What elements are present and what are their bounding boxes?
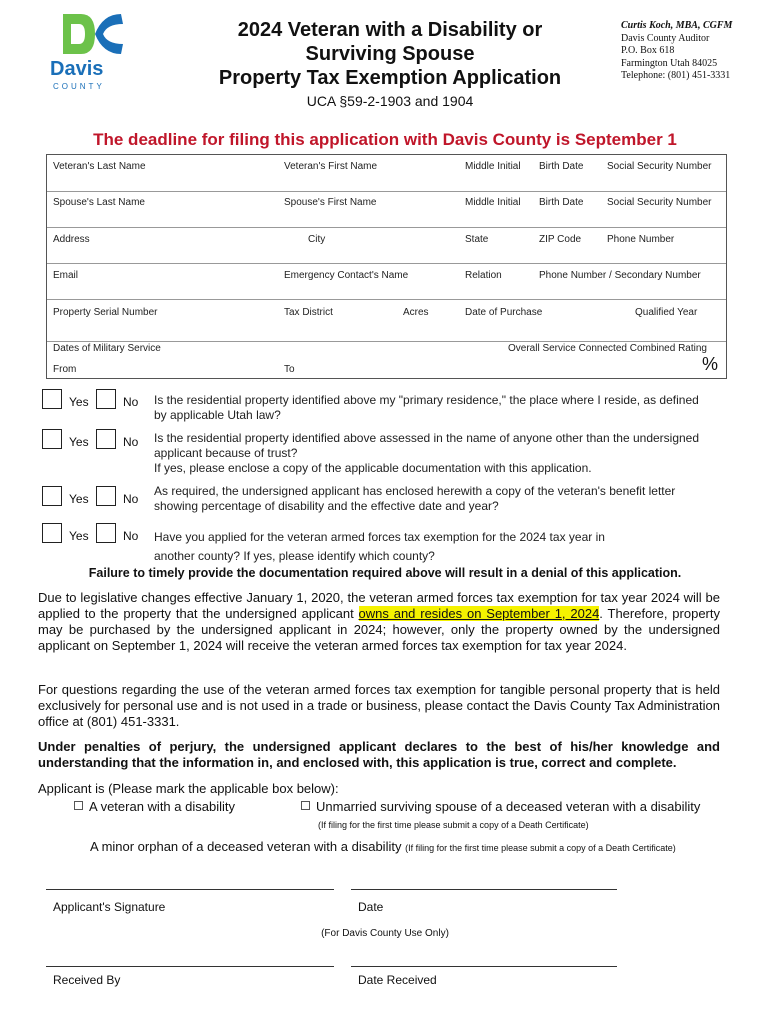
q2-no-checkbox[interactable] [96, 429, 116, 449]
q4-no-label: No [123, 529, 139, 543]
service-rating-label: Overall Service Connected Combined Rating [508, 343, 707, 354]
auditor-box: P.O. Box 618 [621, 45, 675, 56]
davis-county-logo [45, 10, 135, 92]
spouse-death-cert-note: (If filing for the first time please submit a copy of a Death Certificate) [318, 820, 589, 830]
city-field[interactable]: City [308, 234, 326, 245]
auditor-contact [621, 20, 732, 83]
surviving-spouse-checkbox[interactable] [301, 801, 310, 810]
veteran-birth-date-field[interactable]: Birth Date [539, 161, 584, 172]
emergency-contact-field[interactable]: Emergency Contact's Name [284, 270, 409, 281]
spouse-birth-date-field[interactable]: Birth Date [539, 197, 584, 208]
veteran-middle-initial-field[interactable]: Middle Initial [465, 161, 521, 172]
percent-sign: % [702, 354, 719, 374]
question-benefit-letter: As required, the undersigned applicant has enclosed herewith a copy of the veteran's benefit letter showing percentage of disability and the effective date and year? [154, 484, 676, 513]
applicant-info-table [46, 154, 727, 379]
veteran-first-name-field[interactable]: Veteran's First Name [284, 161, 378, 172]
deadline-notice: The deadline for filing this application with Davis County is September 1 [93, 130, 677, 149]
address-field[interactable]: Address [53, 234, 90, 245]
q4-yes-checkbox[interactable] [42, 523, 62, 543]
logo-county: COUNTY [53, 82, 105, 91]
statute-reference: UCA §59-2-1903 and 1904 [306, 93, 474, 109]
perjury-statement: Under penalties of perjury, the undersigned applicant declares to the best of his/her knowledge and understanding that the information in, and enclosed with, this application is true, correct and complete. [38, 739, 720, 770]
option-surviving-spouse[interactable]: Unmarried surviving spouse of a deceased veteran with a disability [301, 799, 700, 814]
question-other-county: Have you applied for the veteran armed forces tax exemption for the 2024 tax year in another county? If yes, please identify which county? [154, 530, 605, 563]
q3-no-label: No [123, 492, 139, 506]
phone-number-field[interactable]: Phone Number [607, 234, 675, 245]
date-of-purchase-field[interactable]: Date of Purchase [465, 307, 543, 318]
date-received-field[interactable]: Date Received [358, 973, 437, 987]
failure-warning: Failure to timely provide the documentation required above will result in a denial of this application. [88, 566, 682, 580]
q3-yes-label: Yes [69, 492, 89, 506]
county-use-only-label: (For Davis County Use Only) [321, 928, 449, 939]
q1-no-checkbox[interactable] [96, 389, 116, 409]
highlighted-date: owns and resides on September 1, 2024 [358, 606, 600, 621]
q4-no-checkbox[interactable] [96, 523, 116, 543]
logo-mark-icon [45, 10, 135, 58]
q1-no-label: No [123, 395, 139, 409]
auditor-name: Curtis Koch, MBA, CGFM [621, 20, 733, 31]
q2-yes-label: Yes [69, 435, 89, 449]
secondary-phone-field[interactable]: Phone Number / Secondary Number [539, 270, 701, 281]
qualified-year-field[interactable]: Qualified Year [635, 307, 698, 318]
applicant-type-intro: Applicant is (Please mark the applicable box below): [38, 781, 339, 796]
military-service-label: Dates of Military Service [53, 343, 161, 354]
service-to-field[interactable]: To [284, 364, 295, 375]
spouse-ssn-field[interactable]: Social Security Number [607, 197, 712, 208]
received-by-field[interactable]: Received By [53, 973, 121, 987]
q1-yes-checkbox[interactable] [42, 389, 62, 409]
title-line-2: Surviving Spouse [305, 43, 475, 65]
service-from-field[interactable]: From [53, 364, 77, 375]
logo-word: Davis [50, 58, 104, 80]
auditor-city: Farmington Utah 84025 [621, 57, 718, 69]
question-trust: Is the residential property identified above assessed in the name of anyone other than the undersigned applicant because of trust? If yes, please enclose a copy of the applicable documentation with this application. [154, 431, 700, 475]
question-primary-residence: Is the residential property identified above my "primary residence," the place where I reside, as defined by applicable Utah law? [154, 393, 699, 422]
option-minor-orphan[interactable]: A minor orphan of a deceased veteran with a disability (If filing for the first time please submit a copy of a Death Certificate) [90, 839, 676, 854]
q2-no-label: No [123, 435, 139, 449]
option-veteran[interactable]: A veteran with a disability [74, 799, 235, 814]
spouse-first-name-field[interactable]: Spouse's First Name [284, 197, 377, 208]
spouse-last-name-field[interactable]: Spouse's Last Name [53, 197, 145, 208]
title-line-1: 2024 Veteran with a Disability or [237, 19, 543, 41]
legislative-changes-paragraph: Due to legislative changes effective January 1, 2020, the veteran armed forces tax exemption for tax year 2024 will be applied to the property that the undersigned applicant owns and resides on September 1, 2024. Therefore, property may be purchased by the undersigned applicant in 2024; however, only the property owned by the undersigned applicant on September 1, 2024 will receive the veteran armed forces tax exemption for tax year 2024. [38, 590, 720, 653]
auditor-office: Davis County Auditor [621, 32, 710, 44]
questions-contact-paragraph: For questions regarding the use of the veteran armed forces tax exemption for tangible personal property that is held exclusively for personal use and is not used in a trade or business, please contact the Davis County Tax Administration office at (801) 451-3331. [38, 682, 720, 729]
spouse-middle-initial-field[interactable]: Middle Initial [465, 197, 521, 208]
property-serial-field[interactable]: Property Serial Number [53, 307, 158, 318]
applicant-signature-field[interactable]: Applicant's Signature [53, 900, 166, 914]
veteran-checkbox[interactable] [74, 801, 83, 810]
q2-yes-checkbox[interactable] [42, 429, 62, 449]
zip-code-field[interactable]: ZIP Code [539, 234, 582, 245]
auditor-phone: Telephone: (801) 451-3331 [621, 70, 731, 81]
form-title [200, 18, 580, 90]
state-field[interactable]: State [465, 234, 489, 245]
acres-field[interactable]: Acres [403, 307, 429, 318]
signature-date-field[interactable]: Date [358, 900, 384, 914]
veteran-ssn-field[interactable]: Social Security Number [607, 161, 712, 172]
email-field[interactable]: Email [53, 270, 79, 281]
q3-yes-checkbox[interactable] [42, 486, 62, 506]
q1-yes-label: Yes [69, 395, 89, 409]
tax-district-field[interactable]: Tax District [284, 307, 333, 318]
veteran-last-name-field[interactable]: Veteran's Last Name [53, 161, 146, 172]
q4-yes-label: Yes [69, 529, 89, 543]
q3-no-checkbox[interactable] [96, 486, 116, 506]
relation-field[interactable]: Relation [465, 270, 502, 281]
title-line-3: Property Tax Exemption Application [218, 67, 562, 89]
